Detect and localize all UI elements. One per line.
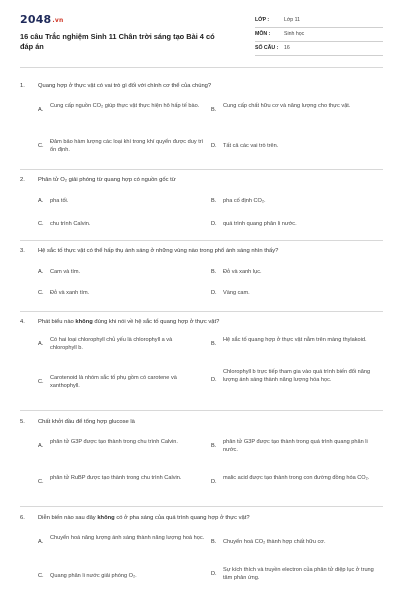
divider [20, 311, 383, 312]
divider [20, 67, 383, 68]
divider [20, 506, 383, 507]
question-text: Hệ sắc tố thực vật có thể hấp thụ ánh sáng ở những vùng nào trong phổ ánh sáng nhìn thấy? [38, 248, 279, 254]
question-5: 5. Chất khởi đầu để tổng hợp glucose là A. phân tử G3P được tạo thành trong chu trình Calvin. B. phân tử G3P được tạo thành trong quá trình quang phân li nước. C. phân tử RuBP được tạo thành trong chu trình Calvin. D. malic acid được tạo thành trong con đường đồng hóa CO₂. [20, 418, 383, 498]
question-text: Phát biểu nào không đúng khi nói về hệ sắc tố quang hợp ở thực vật? [38, 319, 220, 325]
question-text: Quang hợp ở thực vật có vai trò gì đối với chính cơ thể của chúng? [38, 83, 212, 89]
question-number: 5. [20, 419, 25, 425]
question-number: 6. [20, 515, 25, 521]
meta-row-count: SỐ CÂU : 16 [255, 42, 383, 56]
question-number: 1. [20, 83, 25, 89]
question-3: 3. Hệ sắc tố thực vật có thể hấp thụ ánh sáng ở những vùng nào trong phổ ánh sáng nhìn thấy? A. Cam và tím. B. Đỏ và xanh lục. C. Đỏ và xanh tím. D. Vàng cam. [20, 247, 383, 309]
meta-row-subject: MÔN : Sinh học [255, 28, 383, 42]
meta-info-table [255, 14, 383, 56]
page-header [0, 0, 400, 64]
site-logo[interactable]: 2048.vn [20, 13, 64, 26]
question-number: 3. [20, 248, 25, 254]
page-title: 16 câu Trắc nghiệm Sinh 11 Chân trời sáng tạo Bài 4 có đáp án [20, 32, 215, 51]
meta-row-class: LỚP : Lớp 11 [255, 14, 383, 28]
question-text: Phân tử O₂ giải phóng từ quang hợp có nguồn gốc từ [38, 177, 176, 183]
question-1: 1. Quang hợp ở thực vật có vai trò gì đối với chính cơ thể của chúng? A. Cung cấp nguồn CO₂ giúp thực vật thực hiện hô hấp tế bào. B. Cung cấp chất hữu cơ và năng lượng cho thực vật. C. Đảm bảo hàm lượng các loại khí trong khí quyển được duy trì ổn định. D. Tất cả các vai trò trên. [20, 82, 383, 164]
divider [20, 169, 383, 170]
divider [20, 240, 383, 241]
question-6: 6. Diễn biến nào sau đây không có ở pha sáng của quá trình quang hợp ở thực vật? A. Chuyển hoá năng lượng ánh sáng thành năng lượng hoá học. B. Chuyển hoá CO₂ thành hợp chất hữu cơ. C. Quang phân li nước giải phóng O₂. D. Sự kích thích và truyền electron của phân tử diệp lục ở trung tâm phản ứng. [20, 514, 383, 598]
divider [20, 410, 383, 411]
question-text: Diễn biến nào sau đây không có ở pha sáng của quá trình quang hợp ở thực vật? [38, 515, 250, 521]
question-text: Chất khởi đầu để tổng hợp glucose là [38, 419, 135, 425]
question-number: 4. [20, 319, 25, 325]
question-2: 2. Phân tử O₂ giải phóng từ quang hợp có nguồn gốc từ A. pha tối. B. pha cố định CO₂. C. chu trình Calvin. D. quá trình quang phân li nước. [20, 176, 383, 238]
question-4: 4. Phát biểu nào không đúng khi nói về hệ sắc tố quang hợp ở thực vật? A. Có hai loại chlorophyll chủ yếu là chlorophyll a và chlorophyll b. B. Hệ sắc tố quang hợp ở thực vật nằm trên màng thylakoid. C. Carotenoid là nhóm sắc tố phụ gồm có carotene và xanthophyll. D. Chlorophyll b trực tiếp tham gia vào quá trình biến đổi năng lượng ánh sáng thành năng lượng hóa học. [20, 318, 383, 408]
question-number: 2. [20, 177, 25, 183]
